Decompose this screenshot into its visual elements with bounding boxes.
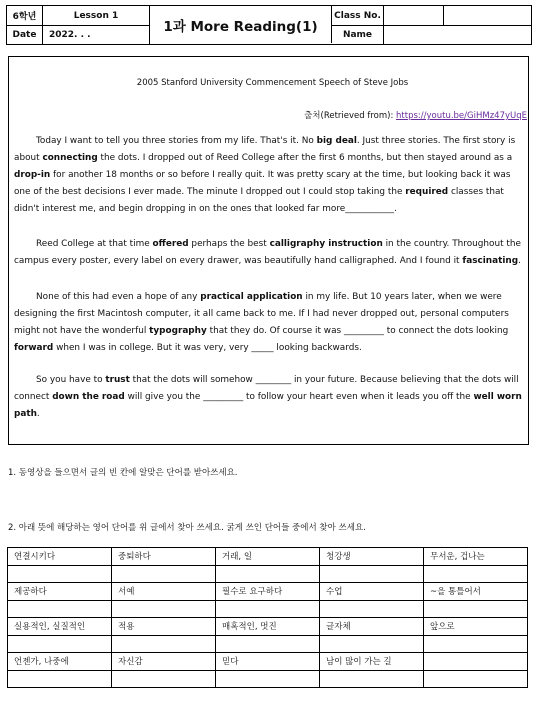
vocab-meaning-cell: 실용적인, 실질적인 [8, 618, 112, 636]
vocab-meaning-cell: 매혹적인, 멋진 [216, 618, 320, 636]
vocab-answer-cell[interactable] [320, 635, 424, 653]
text-segment: in the country. Throughout the campus every poster, every label on every drawer, was beautifully hand calligraphed. And I found it [14, 239, 521, 266]
text-segment: looking backwards. [273, 342, 362, 353]
vocab-answer-cell[interactable] [216, 565, 320, 583]
vocab-meaning-cell: 필수로 요구하다 [216, 583, 320, 601]
text-segment: to follow your heart even when it leads you off the [243, 391, 474, 402]
vocab-meaning-cell: ~을 통틀어서 [424, 583, 528, 601]
text-segment: So you have to [36, 375, 106, 385]
vocab-answer-cell[interactable] [216, 670, 320, 688]
text-segment: the dots. I dropped out of Reed College after the first 6 months, but then stayed around as a [97, 152, 513, 163]
vocab-meaning-cell: 중퇴하다 [112, 548, 216, 566]
vocab-meaning-cell: 무서운, 겁나는 [424, 548, 528, 566]
vocab-answer-row [8, 670, 528, 688]
text-segment: . [394, 203, 397, 214]
answer-blank[interactable]: ___________ [345, 203, 395, 214]
key-word: fascinating [462, 255, 519, 266]
text-segment: None of this had even a hope of any [36, 292, 201, 302]
paragraph-2 [14, 236, 522, 270]
text-segment: . [36, 408, 40, 419]
paragraph-3 [14, 289, 522, 357]
vocab-answer-cell[interactable] [424, 565, 528, 583]
date-label: Date [7, 25, 43, 44]
question-1: 1. 동영상을 들으면서 글의 빈 칸에 알맞은 단어를 받아쓰세요. [8, 468, 238, 478]
vocab-answer-row [8, 635, 528, 653]
vocab-answer-cell[interactable] [424, 635, 528, 653]
text-segment: that they do. Of course it was [206, 325, 344, 336]
source-link[interactable]: https://youtu.be/GiHMz47yUqE [396, 111, 527, 121]
class-no-field-2[interactable] [444, 6, 531, 25]
vocab-answer-cell[interactable] [424, 670, 528, 688]
vocab-meaning-cell: 언젠가, 나중에 [8, 653, 112, 671]
vocab-answer-cell[interactable] [8, 600, 112, 618]
vocab-meaning-cell: 믿다 [216, 653, 320, 671]
text-segment: perhaps the best [188, 239, 270, 249]
vocab-meaning-cell: 서예 [112, 583, 216, 601]
vocab-meaning-cell: 적용 [112, 618, 216, 636]
class-no-label: Class No. [332, 6, 384, 25]
lesson-label: Lesson 1 [43, 6, 150, 25]
text-segment: to connect the dots looking [383, 325, 509, 336]
text-segment: for another 18 months or so before I really quit. It was pretty scary at the time, but looking back it was one of the best decisions I ever made. The minute I dropped out I could stop taking the [14, 169, 511, 197]
worksheet-title: 1과 More Reading(1) [150, 6, 332, 43]
vocab-answer-cell[interactable] [216, 635, 320, 653]
answer-blank[interactable]: _____ [251, 342, 274, 353]
vocab-answer-cell[interactable] [8, 635, 112, 653]
date-value: 2022. . . [43, 25, 150, 44]
key-word: calligraphy instruction [269, 239, 383, 249]
vocab-answer-row [8, 600, 528, 618]
vocab-answer-cell[interactable] [216, 600, 320, 618]
vocab-answer-cell[interactable] [112, 600, 216, 618]
paragraph-1 [14, 133, 522, 218]
vocab-answer-cell[interactable] [112, 565, 216, 583]
class-no-field[interactable] [384, 6, 444, 25]
vocab-meaning-cell: 글자체 [320, 618, 424, 636]
vocab-answer-cell[interactable] [320, 565, 424, 583]
paragraph-4 [14, 372, 522, 423]
key-word: practical application [200, 292, 303, 302]
text-segment: will give you the [124, 391, 204, 402]
vocab-answer-cell[interactable] [112, 635, 216, 653]
worksheet-header [6, 5, 532, 45]
answer-blank[interactable]: _________ [203, 391, 244, 402]
vocab-meaning-row [8, 583, 528, 601]
key-word: offered [152, 239, 189, 249]
vocab-meaning-cell: 제공하다 [8, 583, 112, 601]
vocab-meaning-row [8, 618, 528, 636]
text-segment: in your future. Because believing that the dots will connect [14, 375, 519, 402]
key-word: well worn path [14, 391, 522, 419]
key-word: trust [105, 375, 130, 385]
text-segment: classes that didn't interest me, and begin dropping in on the ones that looked far more [14, 186, 504, 214]
vocab-meaning-cell: 수업 [320, 583, 424, 601]
text-segment: in my life. But 10 years later, when we were designing the first Macintosh computer, it all came back to me. If I had never dropped out, personal computers might not have the wonderful [14, 292, 509, 336]
vocab-meaning-cell: 자신감 [112, 653, 216, 671]
key-word: big deal [316, 136, 357, 146]
name-label: Name [332, 25, 384, 44]
vocab-meaning-cell: 거래, 일 [216, 548, 320, 566]
key-word: connecting [42, 152, 98, 163]
vocab-meaning-cell [424, 653, 528, 671]
source-label: 출처(Retrieved from): [304, 111, 397, 121]
vocab-answer-cell[interactable] [424, 600, 528, 618]
vocab-meaning-cell: 청강생 [320, 548, 424, 566]
vocab-answer-cell[interactable] [8, 565, 112, 583]
vocab-meaning-cell: 남이 많이 가는 길 [320, 653, 424, 671]
source-line [304, 109, 527, 121]
key-word: forward [14, 342, 54, 353]
text-segment: . Just three stories. The first story is about [14, 136, 516, 163]
vocab-answer-cell[interactable] [320, 670, 424, 688]
answer-blank[interactable]: ________ [255, 375, 292, 385]
text-segment: when I was in college. But it was very, very [53, 342, 252, 353]
answer-blank[interactable]: _________ [343, 325, 384, 336]
vocab-answer-cell[interactable] [8, 670, 112, 688]
vocab-meaning-cell: 앞으로 [424, 618, 528, 636]
key-word: required [405, 186, 449, 197]
grade-label: 6학년 [7, 6, 43, 25]
vocab-meaning-cell: 연결시키다 [8, 548, 112, 566]
vocab-meaning-row [8, 548, 528, 566]
key-word: typography [149, 325, 207, 336]
text-segment: that the dots will somehow [129, 375, 256, 385]
key-word: drop-in [14, 169, 51, 180]
reading-title: 2005 Stanford University Commencement Speech of Steve Jobs [136, 78, 409, 88]
vocab-table [7, 547, 528, 688]
vocab-answer-cell[interactable] [112, 670, 216, 688]
name-field[interactable] [384, 25, 531, 44]
vocab-meaning-row [8, 653, 528, 671]
text-segment: Today I want to tell you three stories from my life. That's it. No [36, 136, 317, 146]
text-segment: . [518, 255, 521, 266]
text-segment: Reed College at that time [36, 239, 153, 249]
question-2: 2. 아래 뜻에 해당하는 영어 단어를 위 글에서 찾아 쓰세요. 굵게 쓰인 단어들 중에서 찾아 쓰세요. [8, 523, 366, 533]
vocab-answer-cell[interactable] [320, 600, 424, 618]
key-word: down the road [52, 391, 125, 402]
vocab-answer-row [8, 565, 528, 583]
